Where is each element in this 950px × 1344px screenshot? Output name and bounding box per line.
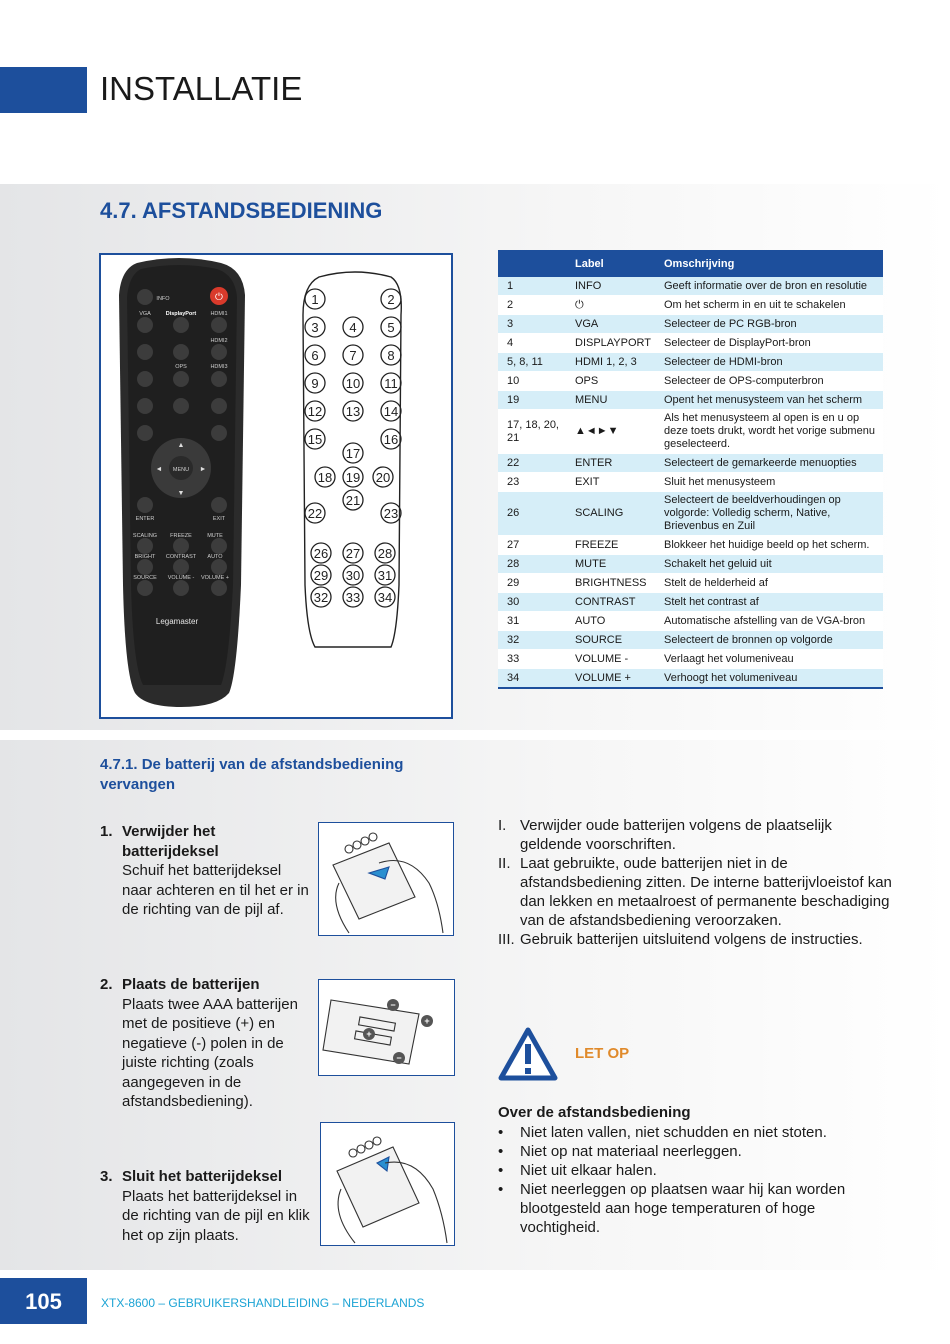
table-cell-number: 32	[498, 631, 566, 650]
table-row	[498, 296, 883, 315]
diagram-button-31	[375, 565, 395, 585]
table-cell-label: HDMI 1, 2, 3	[566, 353, 655, 372]
svg-text:SCALING: SCALING	[132, 533, 158, 539]
diagram-button-19	[343, 467, 363, 487]
svg-text:INFO: INFO	[156, 296, 170, 302]
battery-tips-list	[498, 816, 893, 949]
table-cell-description: Verhoogt het volumeniveau	[655, 669, 883, 689]
svg-text:32: 32	[313, 590, 329, 605]
table-cell-number: 34	[498, 669, 566, 689]
diagram-button-28	[375, 543, 395, 563]
diagram-button-27	[343, 543, 363, 563]
diagram-button-20	[373, 467, 393, 487]
list-item: • Niet op nat materiaal neerleggen.	[498, 1143, 742, 1160]
svg-text:26: 26	[313, 546, 329, 561]
table-cell-description: Blokkeer het huidige beeld op het scherm.	[655, 536, 883, 555]
list-item	[498, 930, 893, 949]
table-cell-number: 29	[498, 574, 566, 593]
list-item	[498, 816, 893, 854]
svg-text:29: 29	[313, 568, 329, 583]
table-row	[498, 555, 883, 574]
svg-text:DisplayPort: DisplayPort	[165, 311, 197, 317]
svg-text:2: 2	[387, 292, 395, 307]
svg-text:4: 4	[349, 320, 357, 335]
svg-text:31: 31	[377, 568, 393, 583]
table-row	[498, 372, 883, 391]
svg-text:▲: ▲	[177, 442, 185, 449]
table-cell-number: 4	[498, 334, 566, 353]
table-cell-label: AUTO	[566, 612, 655, 631]
list-item-text: Niet neerleggen op plaatsen waar hij kan worden blootgesteld aan hoge temperaturen of hoge vochtigheid.	[520, 1181, 846, 1236]
list-item-number: I.	[498, 817, 507, 834]
insert-batteries-illustration	[318, 979, 455, 1076]
svg-text:5: 5	[387, 320, 395, 335]
svg-text:1: 1	[311, 292, 319, 307]
header-accent-bar	[0, 67, 87, 113]
diagram-button-22	[305, 503, 325, 523]
remote-buttons-table	[498, 250, 883, 689]
svg-text:23: 23	[383, 506, 399, 521]
svg-text:28: 28	[377, 546, 393, 561]
care-list	[498, 1123, 893, 1237]
svg-text:7: 7	[349, 348, 357, 363]
table-header-cell: Label	[566, 250, 655, 277]
diagram-button-33	[343, 587, 363, 607]
svg-text:10: 10	[345, 376, 361, 391]
table-cell-label: ENTER	[566, 454, 655, 473]
step-title: Sluit het batterijdeksel	[122, 1168, 283, 1185]
table-header-cell: Omschrijving	[655, 250, 883, 277]
section-title: 4.7. AFSTANDSBEDIENING	[100, 198, 383, 223]
svg-text:8: 8	[387, 348, 395, 363]
remote-illustration-frame	[99, 253, 453, 719]
step-title: Plaats de batterijen	[122, 976, 260, 993]
table-cell-description: Selecteer de PC RGB-bron	[655, 315, 883, 334]
svg-text:OPS: OPS	[175, 364, 187, 370]
table-row	[498, 454, 883, 473]
warning-icon	[498, 1026, 558, 1082]
diagram-button-21	[343, 490, 363, 510]
table-cell-number: 23	[498, 473, 566, 492]
table-row	[498, 650, 883, 669]
svg-text:21: 21	[345, 493, 361, 508]
table-cell-label: EXIT	[566, 473, 655, 492]
list-item	[498, 854, 893, 930]
table-cell-description: Stelt de helderheid af	[655, 574, 883, 593]
table-cell-description: Selecteert de beeldverhoudingen op volgorde: Volledig scherm, Native, Brievenbus en Zuil	[655, 492, 883, 536]
svg-text:15: 15	[307, 432, 323, 447]
table-cell-number: 31	[498, 612, 566, 631]
list-item-number: II.	[498, 855, 511, 872]
svg-text:◄: ◄	[155, 466, 163, 473]
table-cell-label: CONTRAST	[566, 593, 655, 612]
svg-text:⏻: ⏻	[215, 292, 223, 303]
table-row	[498, 334, 883, 353]
table-header-row	[498, 250, 883, 277]
svg-text:30: 30	[345, 568, 361, 583]
svg-text:HDMI1: HDMI1	[210, 311, 228, 317]
list-item: • Niet laten vallen, niet schudden en niet stoten.	[498, 1124, 827, 1141]
svg-text:9: 9	[311, 376, 319, 391]
table-cell-description: Selecteert de bronnen op volgorde	[655, 631, 883, 650]
table-cell-number: 27	[498, 536, 566, 555]
table-cell-description: Om het scherm in en uit te schakelen	[655, 296, 883, 315]
table-cell-label: SCALING	[566, 492, 655, 536]
table-cell-description: Schakelt het geluid uit	[655, 555, 883, 574]
table-row	[498, 391, 883, 410]
table-cell-number: 26	[498, 492, 566, 536]
table-cell-description: Automatische afstelling van de VGA-bron	[655, 612, 883, 631]
diagram-button-23	[381, 503, 401, 523]
table-row	[498, 669, 883, 689]
step-number: 1.	[100, 823, 113, 840]
list-item: • Niet neerleggen op plaatsen waar hij kan worden blootgesteld aan hoge temperaturen of hoge vochtigheid.	[498, 1181, 846, 1236]
step-2	[100, 975, 315, 1112]
table-row	[498, 536, 883, 555]
table-row	[498, 473, 883, 492]
svg-text:+: +	[366, 1029, 372, 1039]
table-row	[498, 353, 883, 372]
table-cell-description: Selecteer de DisplayPort-bron	[655, 334, 883, 353]
step-1	[100, 822, 315, 920]
diagram-button-14	[381, 401, 401, 421]
table-cell-description: Als het menusysteem al open is en u op deze toets drukt, wordt het vorige submenu geselecteerd.	[655, 410, 883, 454]
svg-text:VGA: VGA	[139, 311, 151, 317]
table-cell-number: 22	[498, 454, 566, 473]
table-cell-number: 33	[498, 650, 566, 669]
step-number: 2.	[100, 976, 113, 993]
svg-text:18: 18	[317, 470, 333, 485]
page-number: 105	[25, 1289, 62, 1314]
svg-text:CONTRAST: CONTRAST	[165, 554, 197, 560]
table-cell-number: 19	[498, 391, 566, 410]
svg-text:17: 17	[345, 446, 361, 461]
list-item-text: Niet op nat materiaal neerleggen.	[520, 1143, 742, 1160]
diagram-button-32	[311, 587, 331, 607]
table-cell-label: INFO	[566, 277, 655, 296]
diagram-button-13	[343, 401, 363, 421]
diagram-button-29	[311, 565, 331, 585]
table-cell-label: MENU	[566, 391, 655, 410]
step-number: 3.	[100, 1168, 113, 1185]
diagram-button-10	[343, 373, 363, 393]
table-cell-description: Opent het menusysteem van het scherm	[655, 391, 883, 410]
table-cell-label: SOURCE	[566, 631, 655, 650]
list-item-text: Verwijder oude batterijen volgens de plaatselijk geldende voorschriften.	[520, 817, 832, 853]
table-cell-label: BRIGHTNESS	[566, 574, 655, 593]
table-row	[498, 410, 883, 454]
table-cell-label: MUTE	[566, 555, 655, 574]
step-text: Plaats twee AAA batterijen met de positieve (+) en negatieve (-) polen in de juiste richting (zoals aangegeven in de afstandsbediening).	[122, 995, 298, 1110]
footer-text: XTX-8600 – GEBRUIKERSHANDLEIDING – NEDERLANDS	[101, 1296, 425, 1310]
svg-text:22: 22	[307, 506, 323, 521]
table-cell-description: Stelt het contrast af	[655, 593, 883, 612]
step-text: Schuif het batterijdeksel naar achteren en til het er in de richting van de pijl af.	[122, 862, 309, 918]
list-item-text: Niet uit elkaar halen.	[520, 1162, 657, 1179]
diagram-button-30	[343, 565, 363, 585]
step-3	[100, 1167, 315, 1245]
table-cell-number: 3	[498, 315, 566, 334]
svg-text:−: −	[396, 1053, 402, 1063]
remote-illustration	[101, 255, 451, 717]
diagram-button-34	[375, 587, 395, 607]
warning-label: LET OP	[575, 1045, 630, 1062]
table-row	[498, 612, 883, 631]
svg-text:AUTO: AUTO	[207, 554, 223, 560]
svg-text:MENU: MENU	[172, 467, 190, 473]
step-title: Verwijder het batterijdeksel	[122, 823, 219, 860]
table-cell-label: VGA	[566, 315, 655, 334]
table-cell-number: 1	[498, 277, 566, 296]
care-title: Over de afstandsbediening	[498, 1104, 691, 1121]
svg-text:34: 34	[377, 590, 393, 605]
close-cover-illustration	[320, 1122, 455, 1246]
svg-text:BRIGHT: BRIGHT	[134, 554, 156, 560]
table-row	[498, 315, 883, 334]
svg-text:3: 3	[311, 320, 319, 335]
table-cell-description: Selecteer de OPS-computerbron	[655, 372, 883, 391]
list-item-text: Niet laten vallen, niet schudden en niet stoten.	[520, 1124, 827, 1141]
list-item-text: Laat gebruikte, oude batterijen niet in de afstandsbediening zitten. De interne batterijvloeistof kan dan lekken en metaalroest of permanente beschadiging van de afstandsbediening veroorzaken.	[520, 855, 892, 929]
remote-brand: Legamaster	[155, 617, 199, 626]
table-cell-description: Selecteer de HDMI-bron	[655, 353, 883, 372]
svg-text:14: 14	[383, 404, 399, 419]
svg-text:33: 33	[345, 590, 361, 605]
svg-text:EXIT: EXIT	[212, 516, 226, 522]
svg-text:13: 13	[345, 404, 361, 419]
table-row	[498, 277, 883, 296]
table-row	[498, 631, 883, 650]
svg-text:▼: ▼	[177, 490, 185, 497]
list-item-text: Gebruik batterijen uitsluitend volgens de instructies.	[520, 931, 863, 948]
table-cell-description: Geeft informatie over de bron en resolutie	[655, 277, 883, 296]
subsection-title: 4.7.1. De batterij van de afstandsbediening vervangen	[100, 756, 404, 793]
table-cell-number: 17, 18, 20, 21	[498, 410, 566, 454]
svg-text:►: ►	[199, 466, 207, 473]
table-row	[498, 593, 883, 612]
table-cell-label: FREEZE	[566, 536, 655, 555]
remove-cover-illustration	[318, 822, 454, 936]
list-item-number: III.	[498, 931, 515, 948]
table-cell-number: 5, 8, 11	[498, 353, 566, 372]
table-cell-label: OPS	[566, 372, 655, 391]
step-text: Plaats het batterijdeksel in de richting van de pijl en klik het op zijn plaats.	[122, 1187, 310, 1244]
svg-text:−: −	[390, 1000, 396, 1010]
diagram-button-15	[305, 429, 325, 449]
table-cell-description: Sluit het menusysteem	[655, 473, 883, 492]
svg-text:12: 12	[307, 404, 323, 419]
diagram-button-12	[305, 401, 325, 421]
table-row	[498, 574, 883, 593]
table-cell-number: 2	[498, 296, 566, 315]
svg-text:MUTE: MUTE	[207, 533, 223, 539]
diagram-button-17	[343, 443, 363, 463]
svg-text:20: 20	[375, 470, 391, 485]
table-cell-label: DISPLAYPORT	[566, 334, 655, 353]
diagram-button-16	[381, 429, 401, 449]
table-cell-label: ⏻	[566, 296, 655, 315]
table-cell-number: 10	[498, 372, 566, 391]
svg-text:16: 16	[383, 432, 399, 447]
svg-text:FREEZE: FREEZE	[170, 533, 192, 539]
table-cell-label: VOLUME -	[566, 650, 655, 669]
svg-text:VOLUME +: VOLUME +	[201, 575, 229, 581]
svg-text:19: 19	[345, 470, 361, 485]
svg-text:ENTER: ENTER	[135, 516, 155, 522]
diagram-button-18	[315, 467, 335, 487]
svg-text:HDMI2: HDMI2	[210, 338, 228, 344]
table-cell-number: 28	[498, 555, 566, 574]
list-item: • Niet uit elkaar halen.	[498, 1162, 657, 1179]
table-cell-label: VOLUME +	[566, 669, 655, 689]
table-cell-description: Verlaagt het volumeniveau	[655, 650, 883, 669]
svg-text:VOLUME -: VOLUME -	[167, 575, 195, 581]
table-row	[498, 492, 883, 536]
diagram-button-26	[311, 543, 331, 563]
svg-text:27: 27	[345, 546, 361, 561]
table-cell-description: Selecteert de gemarkeerde menuopties	[655, 454, 883, 473]
svg-text:6: 6	[311, 348, 319, 363]
svg-text:HDMI3: HDMI3	[210, 364, 228, 370]
table-cell-number: 30	[498, 593, 566, 612]
svg-text:11: 11	[384, 376, 398, 391]
svg-text:SOURCE: SOURCE	[133, 575, 157, 581]
table-cell-label: ▲◄►▼	[566, 410, 655, 454]
svg-text:+: +	[424, 1016, 430, 1026]
page-header-title: INSTALLATIE	[100, 70, 303, 107]
table-header-cell	[498, 250, 566, 277]
